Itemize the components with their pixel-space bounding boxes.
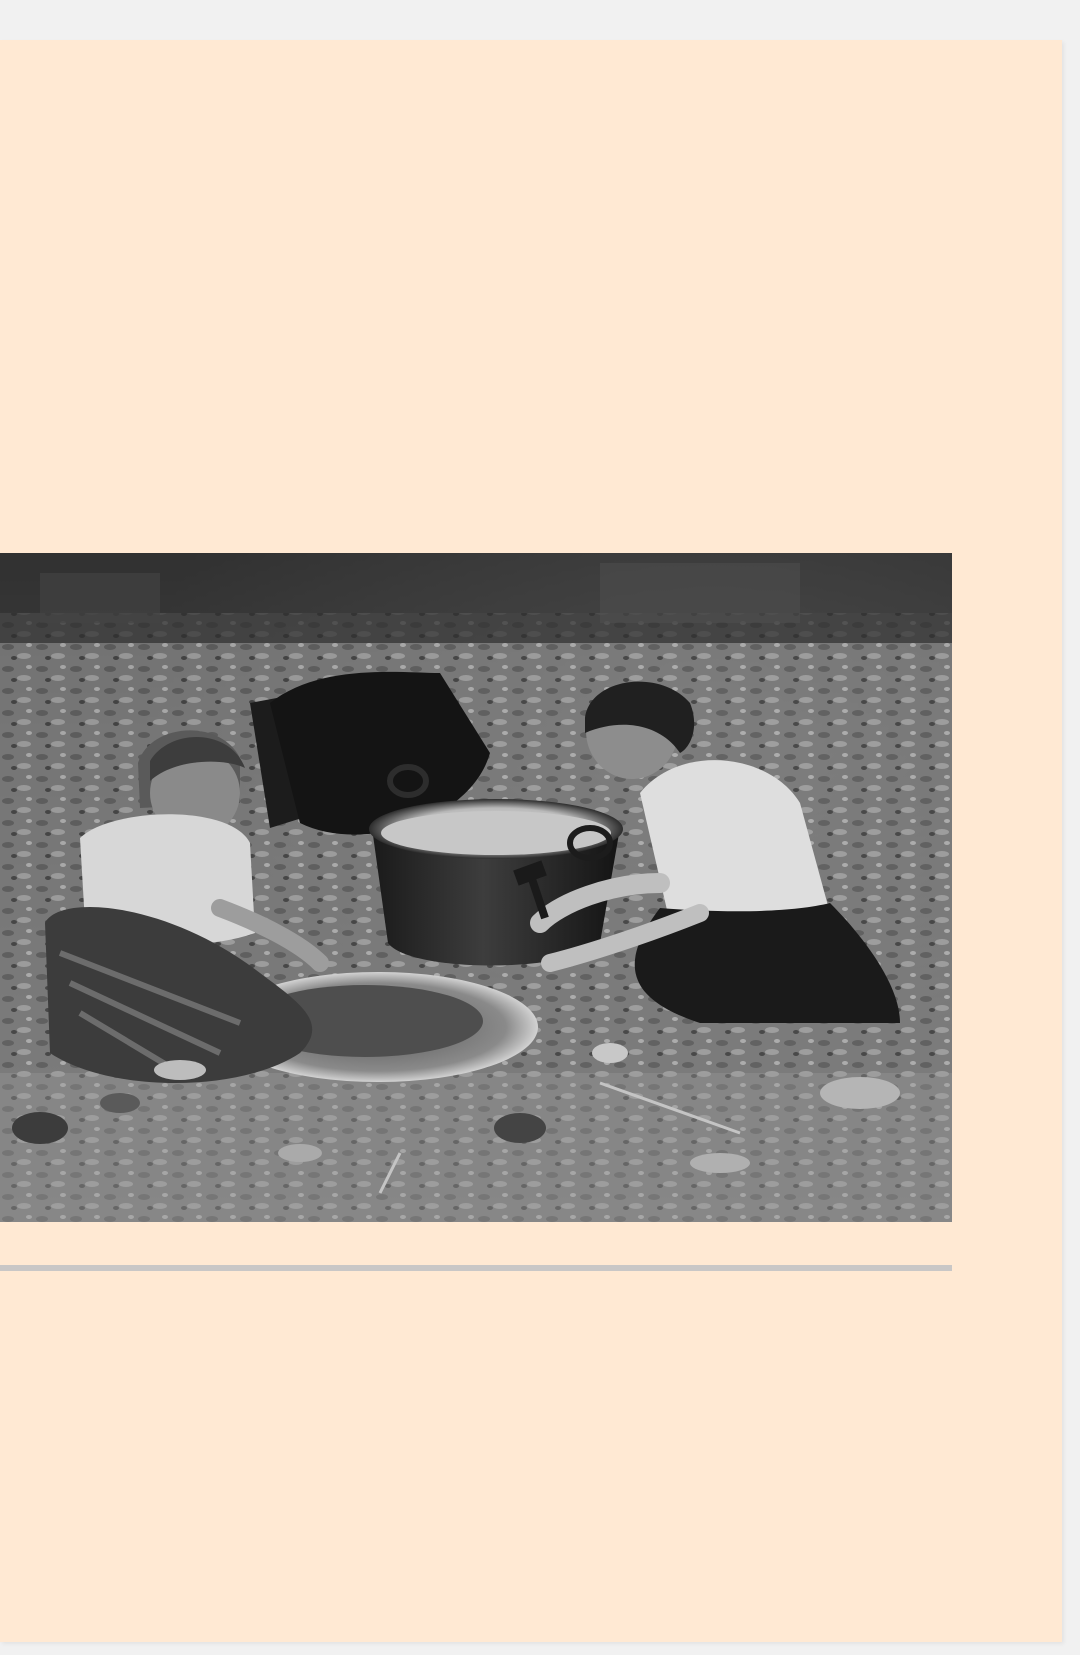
photo-tinsmiths [0, 553, 952, 1222]
section-rule [0, 1265, 952, 1271]
photo-illustration [0, 553, 952, 1222]
book-page [0, 40, 1062, 1642]
